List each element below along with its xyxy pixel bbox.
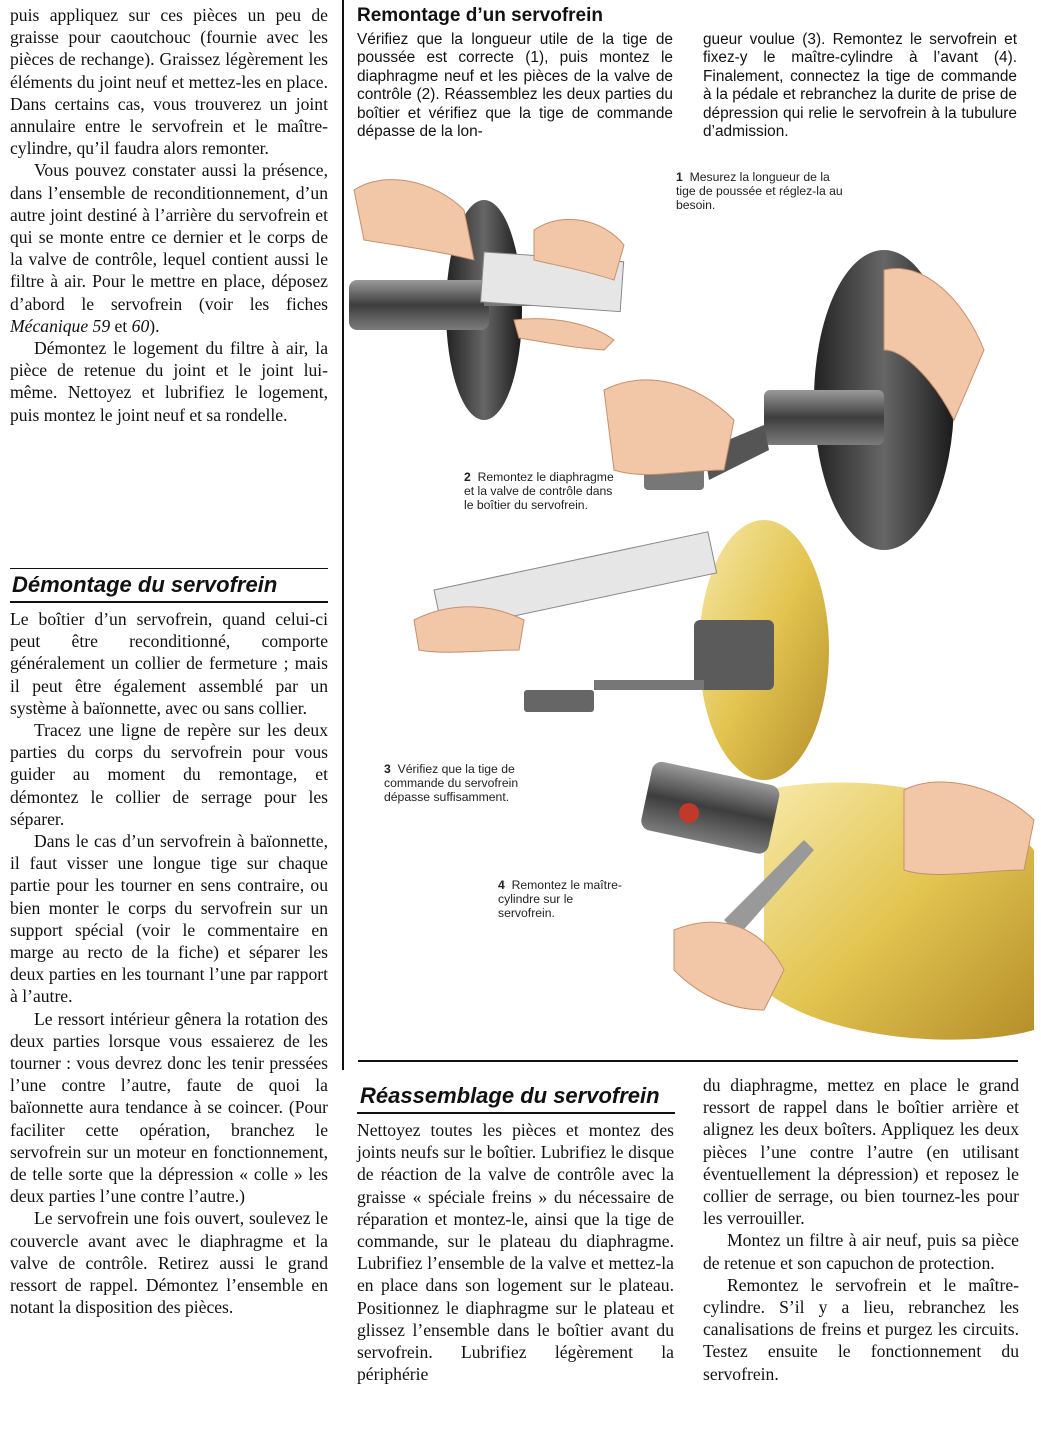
left-column-bottom	[10, 608, 328, 1319]
paragraph: Le servofrein une fois ouvert, soulevez le couvercle avant avec le diaphragme et la valve de contrôle. Retirez aussi le grand ressort de rappel. Démontez l’ensemble en notant la disposition des pièces.	[10, 1208, 328, 1318]
title-underline	[10, 601, 328, 603]
paragraph: du diaphragme, mettez en place le grand ressort de rappel dans le boîtier arrière et alignez les deux boîters. Appliquez les deux pièces l’une contre l’autre (en utilisant éventuellement la dépression) et reposez le collier de serrage, ou bien tournez-les pour les verrouiller.	[703, 1075, 1019, 1229]
caption-4: 4 Remontez le maître-cylindre sur le servofrein.	[498, 878, 622, 921]
paragraph: Vous pouvez constater aussi la présence, dans l’ensemble de reconditionnement, d’un autre joint destiné à l’arrière du servofrein et qui se monte entre ce dernier et le corps de la valve de contrôle, lequel contient aussi le filtre à air. Pour le mettre en place, déposez d’abord le servofrein (voir les fiches Mécanique 59 et 60).	[10, 160, 328, 336]
caption-2: 2 Remontez le diaphragme et la valve de contrôle dans le boîtier du servofrein.	[464, 470, 614, 513]
paragraph: Le ressort intérieur gênera la rotation des deux parties lorsque vous essaierez de les tourner : vous devrez donc les tenir pressées l’une contre l’autre, faute de quoi la baïonnette aura tendance à se coincer. (Pour faciliter cette opération, branchez le servofrein sur un moteur en fonctionnement, de telle sorte que la dépression « colle » les deux parties l’une contre l’autre.)	[10, 1008, 328, 1207]
paragraph: Montez un filtre à air neuf, puis sa pièce de retenue et son capuchon de protection.	[703, 1230, 1019, 1273]
caption-1: 1 Mesurez la longueur de la tige de poussée et réglez-la au besoin.	[676, 170, 843, 213]
paragraph: Nettoyez toutes les pièces et montez des joints neufs sur le boîtier. Lubrifiez le disque de réaction de la valve de contrôle avec la graisse « spéciale freins » du nécessaire de réparation et montez-le, ainsi que la tige de commande, sur le plateau du diaphragme. Lubrifiez l’ensemble de la valve et mettez-la en place dans son logement sur le plateau. Positionnez le diaphragme sur le plateau et glissez l’ensemble dans le boîtier avant du servofrein. Lubrifiez légèrement la périphérie	[357, 1120, 674, 1385]
title-underline	[357, 1112, 675, 1114]
section-title-demontage: Démontage du servofrein	[12, 572, 278, 597]
paragraph: Démontez le logement du filtre à air, la pièce de retenue du joint et le joint lui-même. Nettoyez et lubrifiez le logement, puis montez le joint neuf et sa rondelle.	[10, 338, 328, 425]
paragraph: Dans le cas d’un servofrein à baïonnette, il faut visser une longue tige sur chaque partie pour les tourner en sens contraire, ou bien monter le corps du servofrein sur un support spécial (voir le commentaire en marge au recto de la fiche) et séparer les deux parties en les tournant l’une par rapport à l’autre.	[10, 831, 328, 1007]
caption-3: 3 Vérifiez que la tige de commande du servofrein dépasse suffisamment.	[384, 762, 519, 805]
paragraph: Le boîtier d’un servofrein, quand celui-ci peut être reconditionné, comporte généralement un collier de fermeture ; mais il peut être également assemblé par un système à baïonnette, avec ou sans collier.	[10, 609, 328, 718]
paragraph: Remontez le servofrein et le maître-cylindre. S’il y a lieu, rebranchez les canalisations de freins et purgez les circuits. Testez ensuite le fonctionnement du servofrein.	[703, 1274, 1019, 1384]
remontage-text-a: Vérifiez que la longueur utile de la tige de poussée est correcte (1), puis montez le diaphragme neuf et les pièces de la valve de contrôle (2). Réassemblez les deux parties du boîtier et vérifiez que la tige de commande dépasse de la lon-	[357, 31, 673, 141]
divider	[358, 1060, 1018, 1062]
reassemblage-text-a	[357, 1119, 674, 1385]
paragraph: Tracez une ligne de repère sur les deux parties du corps du servofrein pour vous guider au moment du remontage, et démontez le collier de serrage pour les séparer.	[10, 720, 328, 829]
reassemblage-text-b	[703, 1074, 1019, 1385]
section-title-reassemblage: Réassemblage du servofrein	[360, 1083, 660, 1108]
remontage-title: Remontage d’un servofrein	[357, 5, 603, 26]
paragraph: puis appliquez sur ces pièces un peu de graisse pour caoutchouc (fournie avec les pièces de rechange). Graissez légèrement les éléments du joint neuf et mettez-les en place. Dans certains cas, vous trouverez un joint annulaire entre le servofrein et le maître-cylindre, qu’il faudra alors remonter.	[10, 5, 328, 159]
divider	[10, 568, 328, 569]
remontage-text-b: gueur voulue (3). Remontez le servofrein et fixez-y le maître-cylindre à l’avant (4). Finalement, connectez la tige de commande à la pédale et rebranchez la durite de prise de dépression qui relie le servofrein à la tubulure d’admission.	[703, 31, 1017, 141]
servofrein-illustration	[344, 150, 1041, 1055]
left-column-top	[10, 4, 328, 426]
